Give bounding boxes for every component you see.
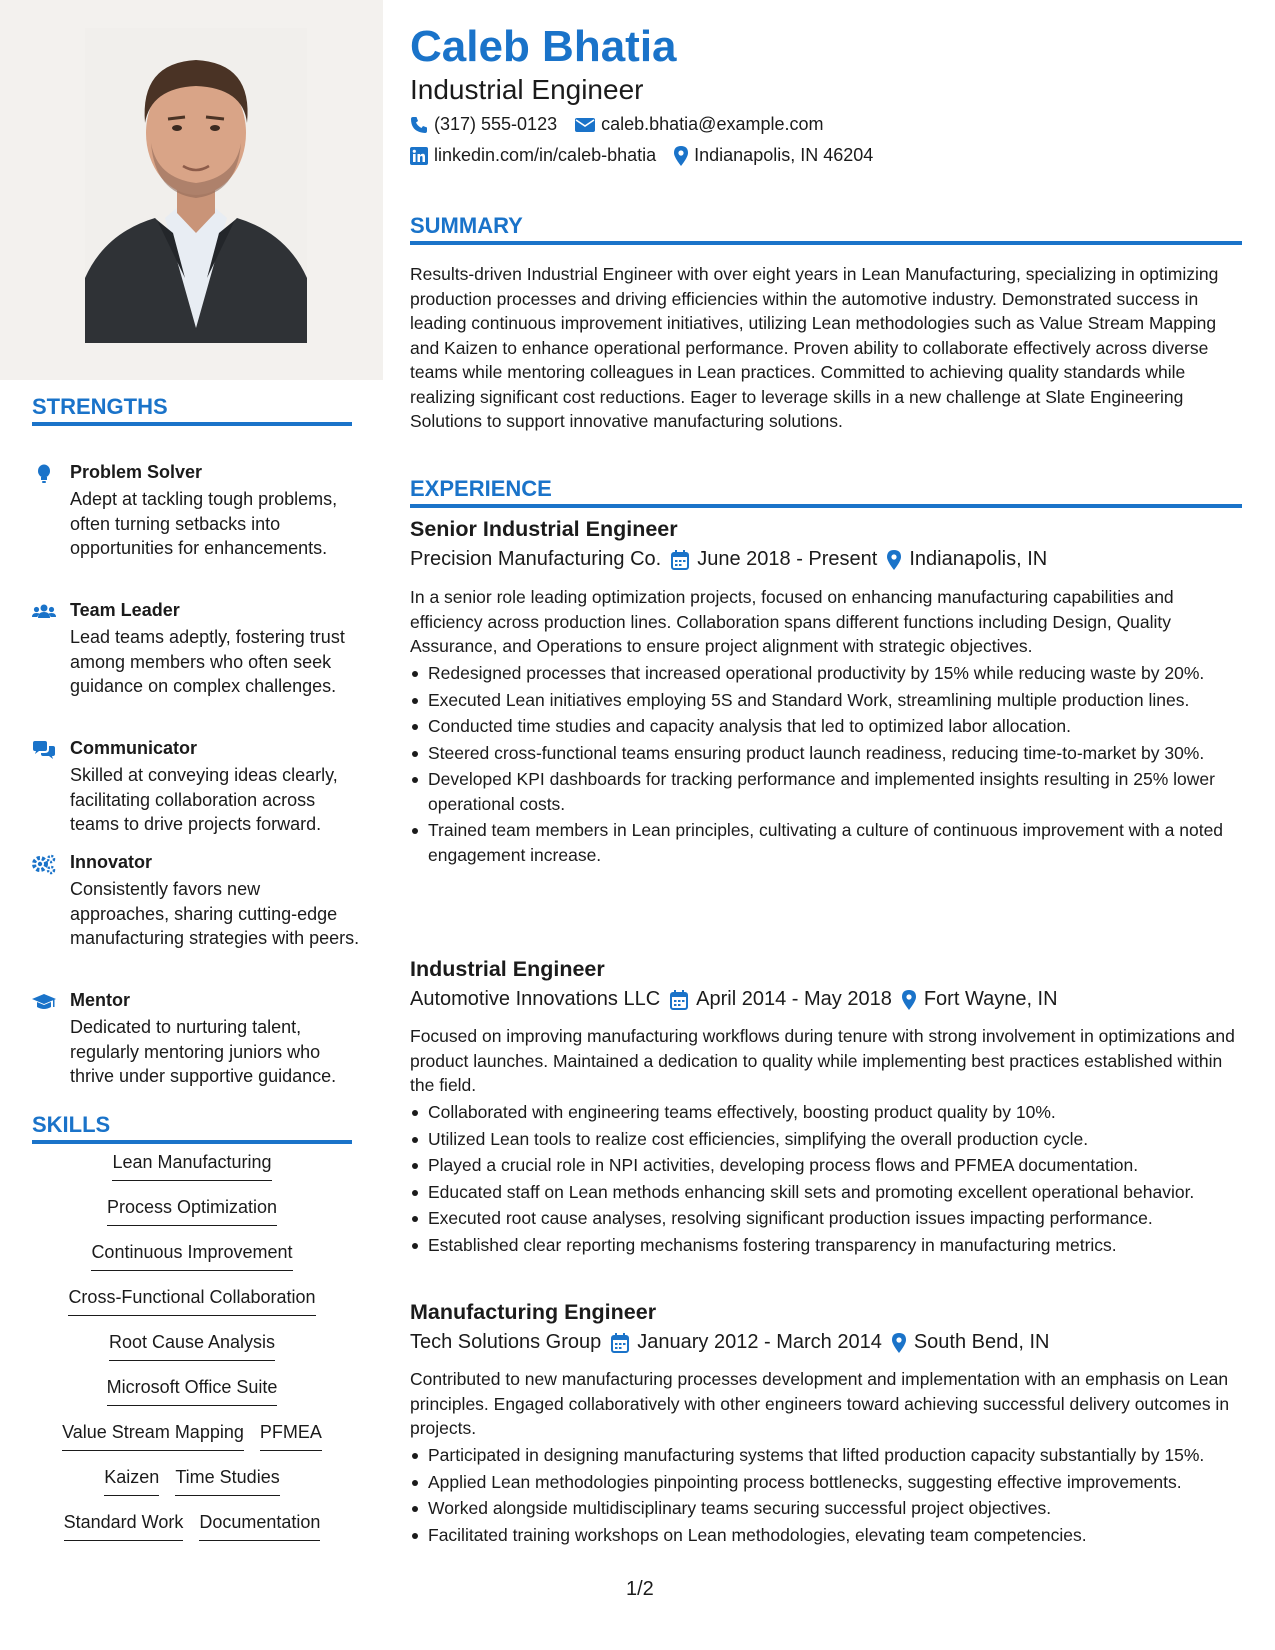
- job-location: South Bend, IN: [913, 1331, 1050, 1353]
- skill-tag: Standard Work: [64, 1512, 184, 1541]
- job-dates: April 2014 - May 2018: [696, 988, 892, 1010]
- job-bullets: [410, 661, 1242, 869]
- strength-desc: Skilled at conveying ideas clearly, facilitating collaboration across teams to drive projects forward.: [70, 765, 338, 834]
- skill-tag: Value Stream Mapping: [62, 1422, 244, 1451]
- bullet-item: Utilized Lean tools to realize cost efficiencies, simplifying the overall production cycle.: [410, 1127, 1242, 1152]
- job-dates: January 2012 - March 2014: [637, 1331, 882, 1353]
- bullet-item: Played a crucial role in NPI activities, developing process flows and PFMEA documentation.: [410, 1153, 1242, 1178]
- job-description: Contributed to new manufacturing processes development and implementation with an emphasis on Lean principles. Engaged collaboratively with other engineers toward achieving successful delivery outcomes in projects.: [410, 1369, 1230, 1438]
- bullet-item: Executed root cause analyses, resolving significant production issues impacting performance.: [410, 1206, 1242, 1231]
- company-name: Tech Solutions Group: [410, 1331, 602, 1353]
- job-description: In a senior role leading optimization projects, focused on enhancing manufacturing capabilities and efficiency across production lines. Collaboration spans different functions including Design, Quality Assurance, and Operations to ensure project alignment with strategic objectives.: [410, 587, 1174, 656]
- graduation-cap-icon: [32, 992, 56, 1014]
- photo-area: [0, 0, 383, 380]
- strength-name: Communicator: [70, 738, 198, 758]
- bullet-item: Facilitated training workshops on Lean methodologies, elevating team competencies.: [410, 1523, 1242, 1548]
- job-meta: [410, 988, 1058, 1011]
- location-text: Indianapolis, IN 46204: [694, 145, 874, 165]
- skill-tag: PFMEA: [260, 1422, 322, 1451]
- strength-desc: Lead teams adeptly, fostering trust among members who often seek guidance on complex challenges.: [70, 627, 345, 696]
- map-pin-icon: [674, 146, 688, 166]
- strengths-rule: [32, 422, 352, 426]
- bullet-item: Educated staff on Lean methods enhancing skill sets and promoting excellent operational behavior.: [410, 1180, 1242, 1205]
- bullet-item: Conducted time studies and capacity analysis that led to optimized labor allocation.: [410, 714, 1242, 739]
- bullet-item: Worked alongside multidisciplinary teams securing successful project objectives.: [410, 1496, 1242, 1521]
- job-title: Industrial Engineer: [410, 957, 605, 981]
- skill-tag: Time Studies: [175, 1467, 279, 1496]
- bullet-item: Executed Lean initiatives employing 5S and Standard Work, streamlining multiple production lines.: [410, 688, 1242, 713]
- email-contact[interactable]: [575, 114, 823, 135]
- map-pin-icon: [902, 990, 916, 1010]
- bullet-item: Steered cross-functional teams ensuring product launch readiness, reducing time-to-market by 30%.: [410, 741, 1242, 766]
- job-dates: June 2018 - Present: [697, 548, 878, 570]
- lightbulb-icon: [32, 464, 56, 486]
- calendar-icon: [611, 1333, 629, 1353]
- job-title: Manufacturing Engineer: [410, 1300, 657, 1324]
- email-text: caleb.bhatia@example.com: [601, 114, 824, 134]
- experience-rule: [410, 504, 1242, 508]
- strength-name: Mentor: [70, 990, 130, 1010]
- job-bullets: [410, 1100, 1242, 1259]
- strengths-heading: STRENGTHS: [32, 394, 168, 419]
- page-number: 1/2: [626, 1578, 654, 1600]
- contact-row-2: [410, 145, 873, 166]
- map-pin-icon: [887, 550, 901, 570]
- bullet-item: Established clear reporting mechanisms fostering transparency in manufacturing metrics.: [410, 1233, 1242, 1258]
- bullet-item: Redesigned processes that increased operational productivity by 15% while reducing waste by 20%.: [410, 661, 1242, 686]
- calendar-icon: [671, 550, 689, 570]
- skill-tag: Microsoft Office Suite: [107, 1377, 278, 1406]
- summary-rule: [410, 241, 1242, 245]
- phone-icon: [410, 116, 428, 134]
- job-location: Indianapolis, IN: [909, 548, 1048, 570]
- job-bullets: [410, 1443, 1242, 1549]
- job-meta: [410, 548, 1047, 571]
- job-title-heading: Industrial Engineer: [410, 74, 644, 105]
- summary-heading: SUMMARY: [410, 213, 523, 238]
- users-icon: [32, 602, 56, 624]
- left-column: [0, 0, 383, 1650]
- skill-tag: Cross-Functional Collaboration: [68, 1287, 315, 1316]
- skill-tag: Lean Manufacturing: [112, 1152, 271, 1181]
- job-description: Focused on improving manufacturing workflows during tenure with strong involvement in optimizations and product launches. Maintained a dedication to quality while implementing best practices established within the field.: [410, 1026, 1235, 1095]
- bullet-item: Participated in designing manufacturing systems that lifted production capacity substantially by 15%.: [410, 1443, 1242, 1468]
- strength-name: Innovator: [70, 852, 153, 872]
- strength-name: Problem Solver: [70, 462, 203, 482]
- gears-icon: [32, 854, 56, 876]
- skills-heading: SKILLS: [32, 1112, 111, 1137]
- company-name: Precision Manufacturing Co.: [410, 548, 662, 570]
- chat-bubbles-icon: [32, 740, 56, 762]
- calendar-icon: [670, 990, 688, 1010]
- bullet-item: Applied Lean methodologies pinpointing process bottlenecks, suggesting effective improvements.: [410, 1470, 1242, 1495]
- skills-list: [32, 1152, 352, 1557]
- skill-tag: Root Cause Analysis: [109, 1332, 275, 1361]
- phone-contact[interactable]: [410, 114, 557, 135]
- skills-rule: [32, 1140, 352, 1144]
- skill-tag: Kaizen: [104, 1467, 159, 1496]
- profile-photo: [85, 28, 307, 343]
- strength-name: Team Leader: [70, 600, 180, 620]
- job-title: Senior Industrial Engineer: [410, 517, 678, 541]
- strength-desc: Dedicated to nurturing talent, regularly mentoring juniors who thrive under supportive guidance.: [70, 1017, 337, 1086]
- linkedin-contact[interactable]: [410, 145, 656, 166]
- skill-tag: Continuous Improvement: [91, 1242, 292, 1271]
- summary-text: Results-driven Industrial Engineer with over eight years in Lean Manufacturing, specializing in optimizing production processes and driving efficiencies within the automotive industry. Demonstrated success in leading continuous improvement initiatives, utilizing Lean methodologies such as Value Stream Mapping and Kaizen to enhance operational performance. Proven ability to collaborate effectively across diverse teams while mentoring colleagues in Lean practices. Committed to achieving quality standards while realizing significant cost reductions. Eager to leverage skills in a new challenge at Slate Engineering Solutions to support innovative manufacturing solutions.: [410, 264, 1219, 431]
- linkedin-text: linkedin.com/in/caleb-bhatia: [434, 145, 657, 165]
- contact-row: [410, 114, 823, 135]
- map-pin-icon: [892, 1333, 906, 1353]
- envelope-icon: [575, 117, 595, 133]
- bullet-item: Collaborated with engineering teams effectively, boosting product quality by 10%.: [410, 1100, 1242, 1125]
- skill-tag: Process Optimization: [107, 1197, 277, 1226]
- experience-heading: EXPERIENCE: [410, 476, 552, 501]
- phone-text: (317) 555-0123: [434, 114, 558, 134]
- strength-desc: Consistently favors new approaches, sharing cutting-edge manufacturing strategies with peers.: [70, 879, 360, 948]
- job-location: Fort Wayne, IN: [923, 988, 1058, 1010]
- bullet-item: Trained team members in Lean principles, cultivating a culture of continuous improvement with a noted engagement increase.: [410, 818, 1242, 867]
- job-meta: [410, 1331, 1049, 1354]
- bullet-item: Developed KPI dashboards for tracking performance and implemented insights resulting in 25% lower operational costs.: [410, 767, 1242, 816]
- linkedin-icon: [410, 147, 428, 165]
- location-contact: [674, 145, 873, 166]
- company-name: Automotive Innovations LLC: [410, 988, 661, 1010]
- strength-desc: Adept at tackling tough problems, often turning setbacks into opportunities for enhancements.: [70, 489, 338, 558]
- skill-tag: Documentation: [199, 1512, 320, 1541]
- candidate-name: Caleb Bhatia: [410, 22, 677, 71]
